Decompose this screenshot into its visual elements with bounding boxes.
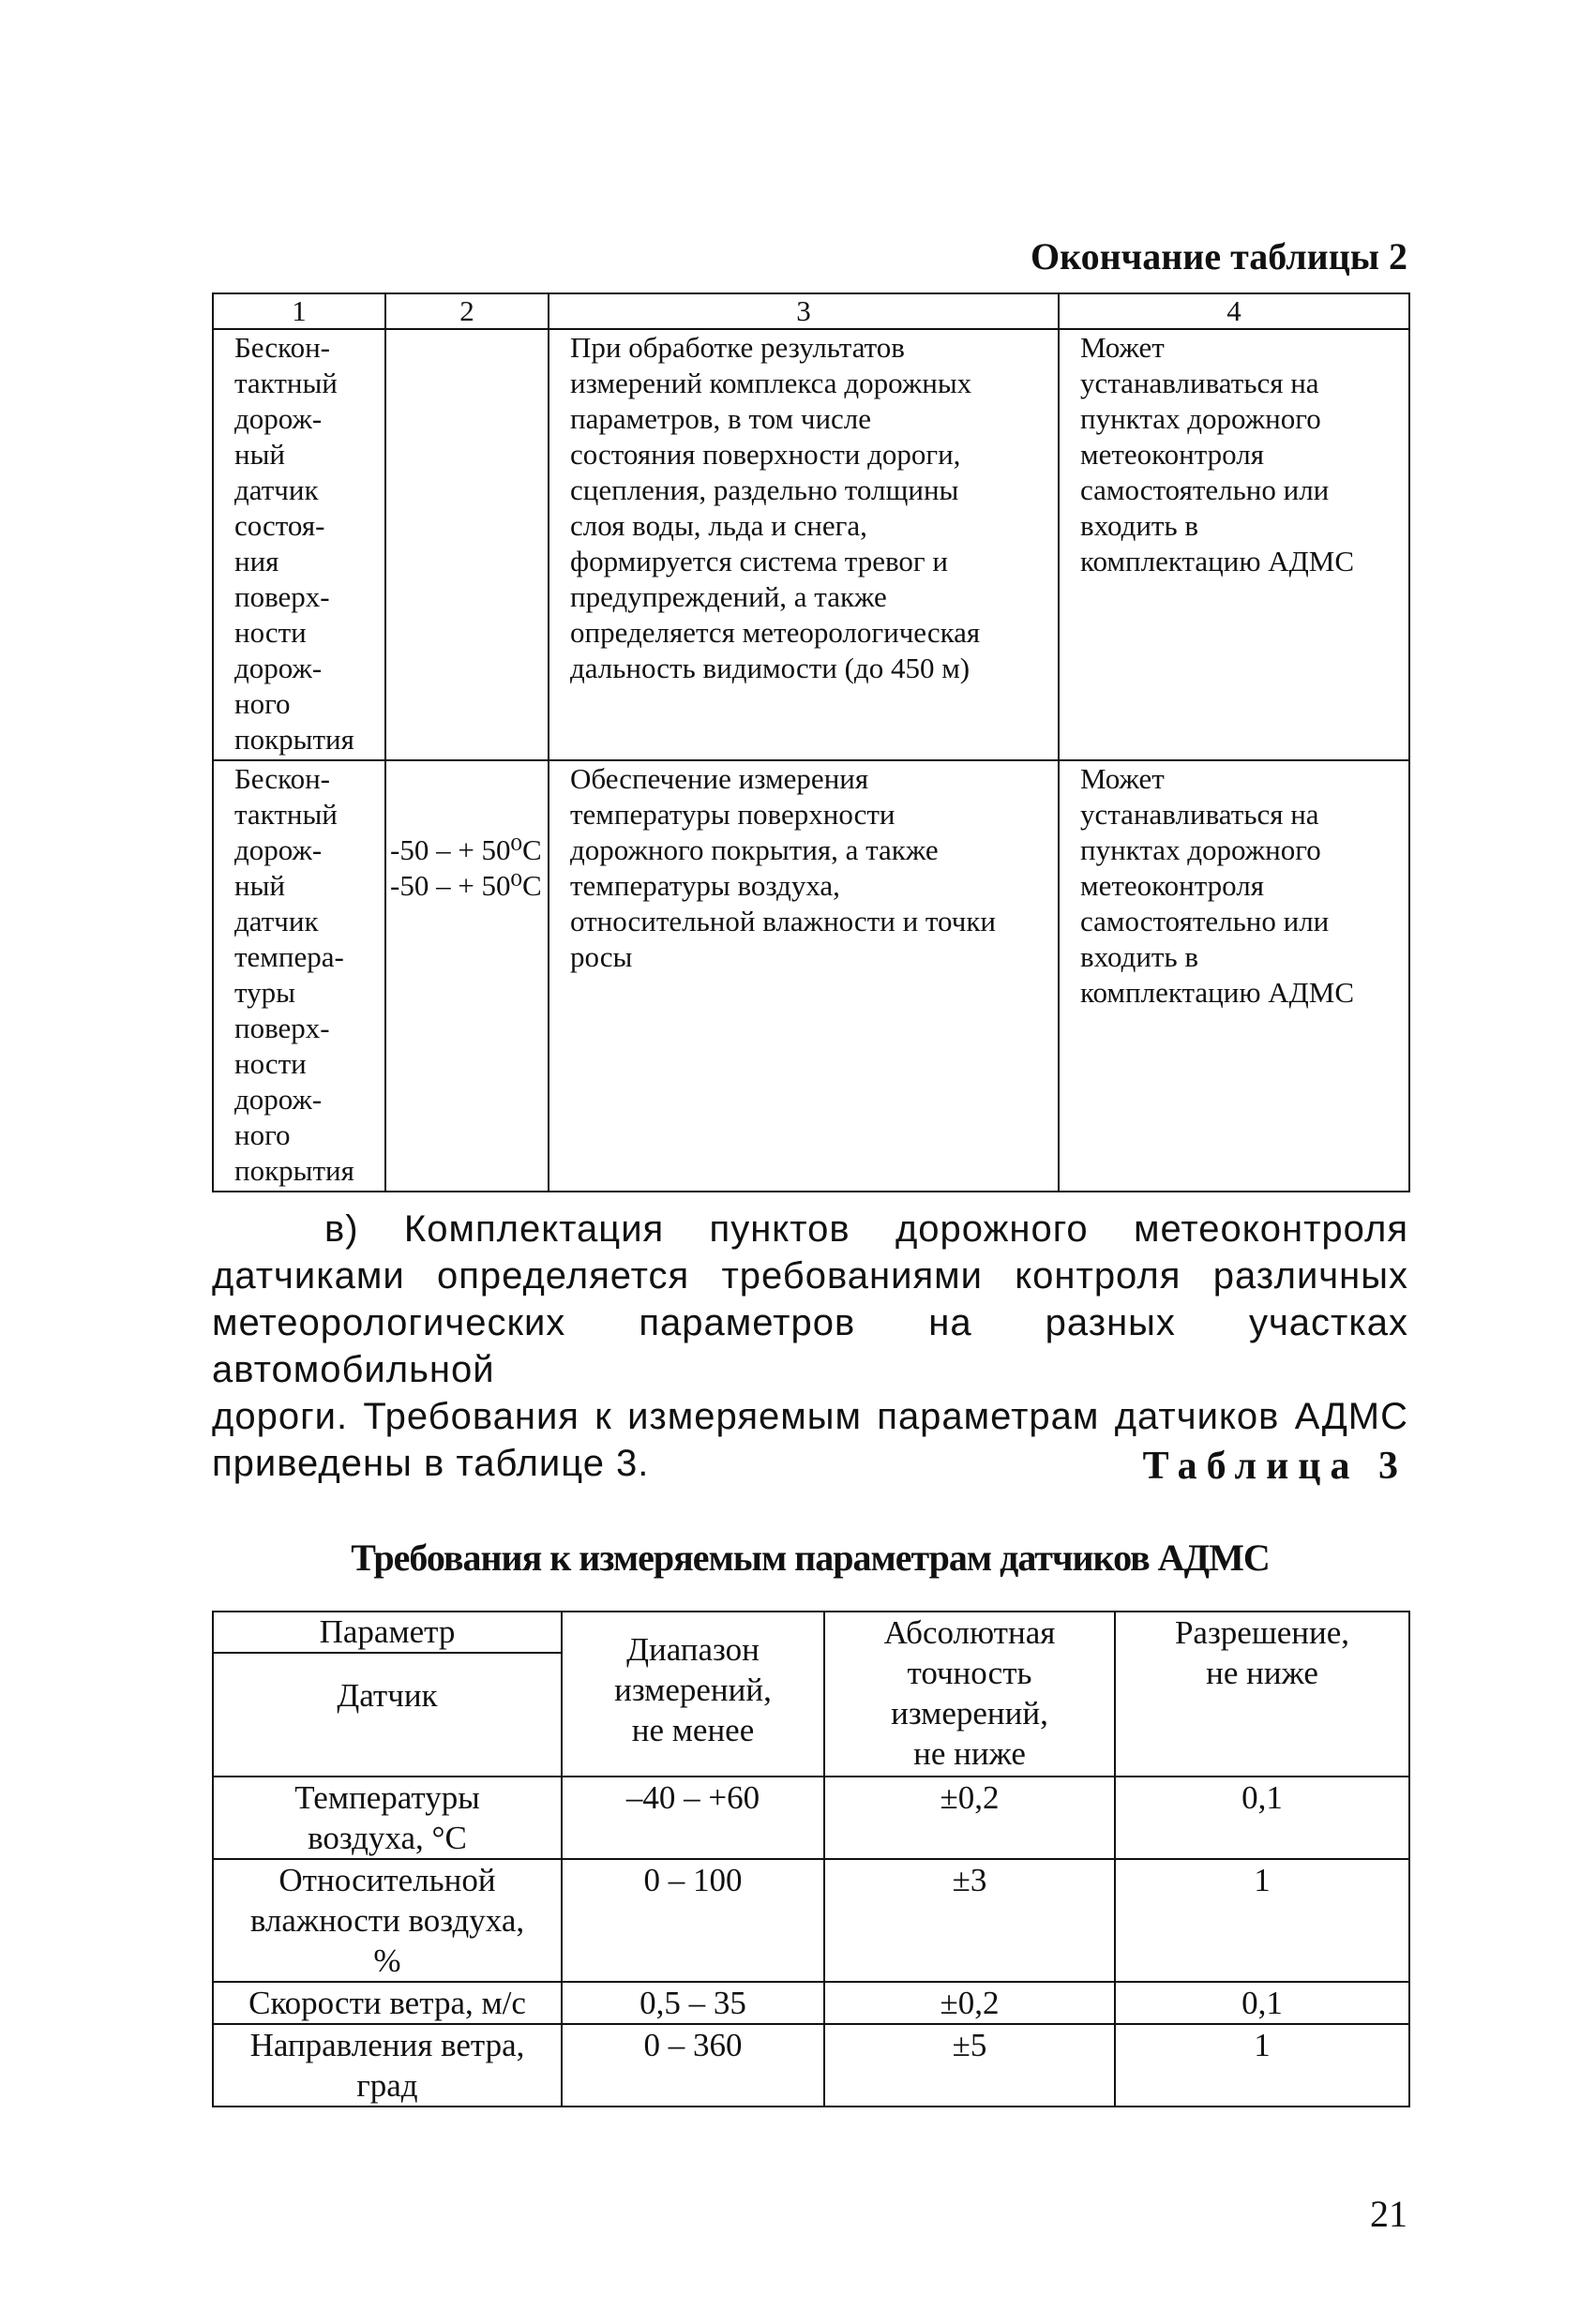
table3-header-row	[213, 1612, 1409, 1777]
paragraph-line: в) Комплектация пунктов дорожного метеоконтроля	[324, 1208, 1408, 1250]
accuracy-cell: ±0,2	[824, 1777, 1115, 1859]
sensor-name-cell: Бескон- тактный дорож- ный датчик состоя- ния поверх- ности дорож- ного покрытия	[213, 329, 385, 760]
parameter-cell: Относительной влажности воздуха, %	[213, 1859, 562, 1982]
table-row	[213, 1982, 1409, 2024]
table-row	[213, 329, 1409, 760]
note-cell: Может устанавливаться на пунктах дорожного метеоконтроля самостоятельно или входить в комплектацию АДМС	[1059, 760, 1409, 1192]
table2-col-header: 1	[213, 293, 385, 329]
range-cell: –40 – +60	[562, 1777, 824, 1859]
parameter-cell: Направления ветра, град	[213, 2024, 562, 2107]
paragraph-line: метеорологических параметров на разных участках автомобильной	[212, 1302, 1408, 1390]
resolution-cell: 0,1	[1115, 1982, 1409, 2024]
parameter-cell: Скорости ветра, м/с	[213, 1982, 562, 2024]
resolution-cell: 0,1	[1115, 1777, 1409, 1859]
table3-sensor-requirements	[212, 1611, 1410, 2107]
table-row	[213, 1777, 1409, 1859]
accuracy-cell: ±5	[824, 2024, 1115, 2107]
range-cell: 0 – 360	[562, 2024, 824, 2107]
page-number: 21	[1370, 2193, 1407, 2235]
table-row	[213, 760, 1409, 1192]
table2-col-header: 4	[1059, 293, 1409, 329]
parameter-cell: Температуры воздуха, °С	[213, 1777, 562, 1859]
paragraph-line: дороги. Требования к измеряемым параметрам датчиков АДМС	[212, 1396, 1408, 1437]
sensor-name-cell: Бескон- тактный дорож- ный датчик темпера- туры поверх- ности дорож- ного покрытия	[213, 760, 385, 1192]
table-row	[213, 1859, 1409, 1982]
resolution-cell: 1	[1115, 2024, 1409, 2107]
table3-label: Таблица 3	[1142, 1445, 1407, 1488]
accuracy-cell: ±0,2	[824, 1982, 1115, 2024]
table2-col-header: 3	[549, 293, 1059, 329]
paragraph-line: приведены в таблице 3.	[212, 1443, 650, 1484]
range-cell: -50 – + 50⁰С -50 – + 50⁰С	[385, 760, 549, 1192]
paragraph-line: датчиками определяется требованиями контроля различных	[212, 1255, 1408, 1297]
description-cell: Обеспечение измерения температуры поверхности дорожного покрытия, а также температуры воздуха, относительной влажности и точки росы	[549, 760, 1059, 1192]
accuracy-cell: ±3	[824, 1859, 1115, 1982]
table2-continuation-caption: Окончание таблицы 2	[1031, 235, 1407, 277]
range-cell: 0,5 – 35	[562, 1982, 824, 2024]
accuracy-header: Абсолютная точность измерений, не ниже	[824, 1612, 1115, 1777]
table3-title: Требования к измеряемым параметрам датчиков АДМС	[351, 1537, 1270, 1579]
table2-continuation	[212, 292, 1410, 1192]
table2-col-header: 2	[385, 293, 549, 329]
sensor-header: Датчик	[337, 1677, 438, 1714]
table2-header-row	[213, 293, 1409, 329]
range-header: Диапазон измерений, не менее	[562, 1612, 824, 1777]
range-cell	[385, 329, 549, 760]
table-row	[213, 2024, 1409, 2107]
param-header: Параметр	[214, 1612, 561, 1654]
resolution-cell: 1	[1115, 1859, 1409, 1982]
description-cell: При обработке результатов измерений комплекса дорожных параметров, в том числе состояния поверхности дороги, сцепления, раздельно толщины слоя воды, льда и снега, формируется система тревог и предупреждений, а также определяется метеорологическая дальность видимости (до 450 м)	[549, 329, 1059, 760]
range-cell: 0 – 100	[562, 1859, 824, 1982]
param-sensor-header	[213, 1612, 562, 1777]
note-cell: Может устанавливаться на пунктах дорожного метеоконтроля самостоятельно или входить в комплектацию АДМС	[1059, 329, 1409, 760]
resolution-header: Разрешение, не ниже	[1115, 1612, 1409, 1777]
